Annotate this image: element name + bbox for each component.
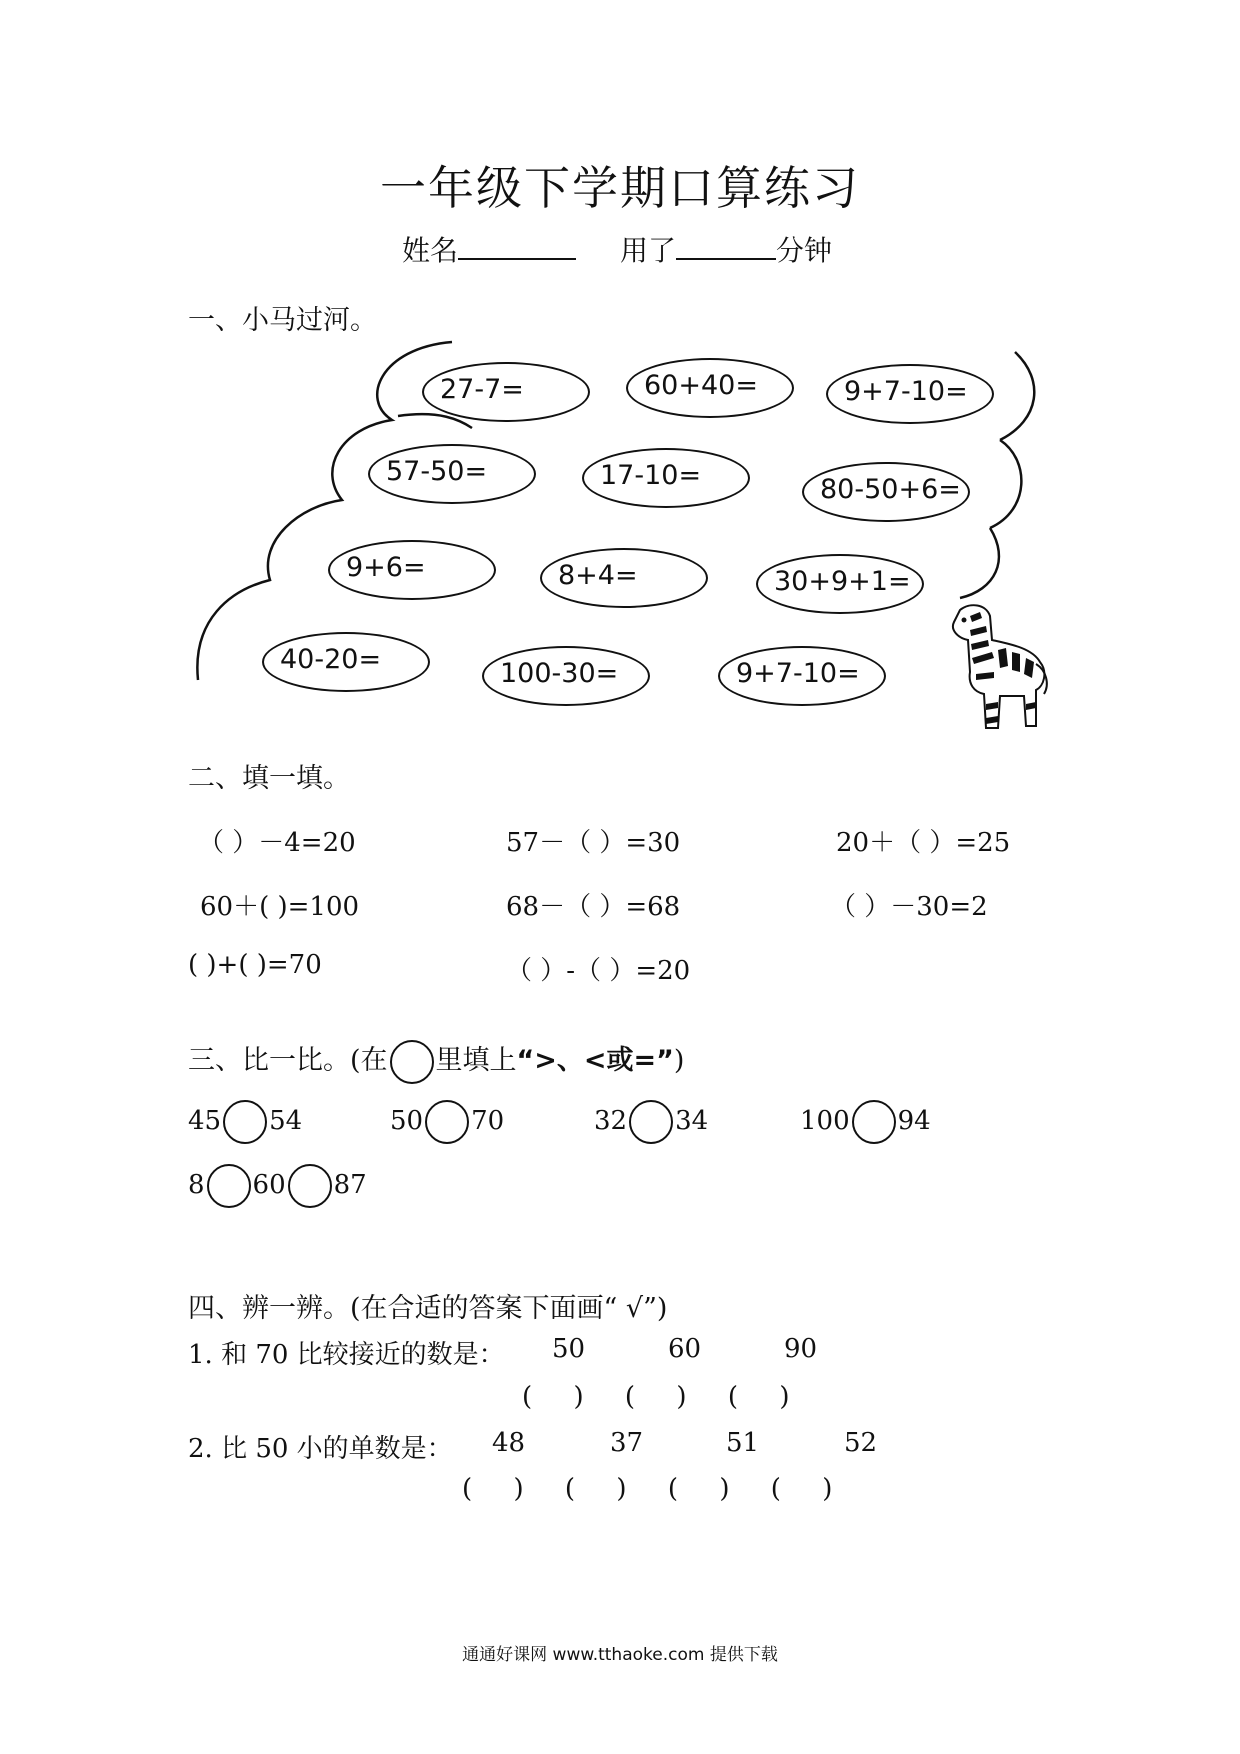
compare-circle-6[interactable] <box>288 1164 332 1208</box>
fill-item-2[interactable]: 57－（ ）=30 <box>506 828 681 858</box>
time-blank[interactable] <box>676 228 776 260</box>
compare-circle-1[interactable] <box>223 1100 267 1144</box>
section1-heading: 一、小马过河。 <box>188 305 377 336</box>
q2-option-1: 48 <box>492 1428 526 1458</box>
compare-circle-4[interactable] <box>852 1100 896 1144</box>
stone-8[interactable]: 8+4= <box>540 548 708 608</box>
fill-item-4[interactable]: 60＋( )=100 <box>200 892 360 922</box>
fill-item-7[interactable]: ( )+( )=70 <box>188 950 322 980</box>
footer-credit: 通通好课网 www.tthaoke.com 提供下载 <box>462 1645 778 1665</box>
q2-brackets[interactable]: ( ) ( ) ( ) ( ) <box>462 1474 833 1504</box>
stone-2[interactable]: 60+40= <box>626 358 794 418</box>
section4-heading: 四、辨一辨。(在合适的答案下面画“ √”) <box>188 1293 668 1324</box>
stone-7[interactable]: 9+6= <box>328 540 496 600</box>
q2-option-4: 52 <box>844 1428 878 1458</box>
q2-text: 2. 比 50 小的单数是： <box>188 1434 453 1464</box>
stone-11[interactable]: 100-30= <box>482 646 650 706</box>
fill-item-3[interactable]: 20＋（ ）=25 <box>836 828 1011 858</box>
section3-heading: 三、比一比。(在 里填上“>、<或=”) <box>188 1038 684 1084</box>
stone-10[interactable]: 40-20= <box>262 632 430 692</box>
compare-2: 50 70 <box>390 1100 504 1144</box>
compare-3: 32 34 <box>594 1100 708 1144</box>
q1-option-3: 90 <box>784 1334 818 1364</box>
compare-circle-3[interactable] <box>629 1100 673 1144</box>
fill-item-1[interactable]: （ ）－4=20 <box>198 828 356 858</box>
stone-5[interactable]: 17-10= <box>582 448 750 508</box>
stone-3[interactable]: 9+7-10= <box>826 364 994 424</box>
sample-circle-icon <box>390 1040 434 1084</box>
fill-item-8[interactable]: （ ）-（ ）=20 <box>506 956 691 986</box>
q1-option-1: 50 <box>552 1334 586 1364</box>
stone-1[interactable]: 27-7= <box>422 362 590 422</box>
section2-heading: 二、填一填。 <box>188 763 350 794</box>
stone-6[interactable]: 80-50+6= <box>802 462 970 522</box>
q1-option-2: 60 <box>668 1334 702 1364</box>
fill-item-5[interactable]: 68－（ ）=68 <box>506 892 681 922</box>
time-field[interactable] <box>620 228 832 269</box>
name-label: 姓名 <box>402 234 459 267</box>
time-label: 用了 <box>620 234 677 267</box>
minutes-label: 分钟 <box>776 234 833 267</box>
page-title: 一年级下学期口算练习 <box>380 161 860 215</box>
stone-9[interactable]: 30+9+1= <box>756 554 924 614</box>
compare-circle-5[interactable] <box>207 1164 251 1208</box>
compare-chain: 8 60 87 <box>188 1164 367 1208</box>
stone-4[interactable]: 57-50= <box>368 444 536 504</box>
fill-item-6[interactable]: （ ）－30=2 <box>830 892 988 922</box>
q2-option-3: 51 <box>726 1428 760 1458</box>
q1-brackets[interactable]: ( ) ( ) ( ) <box>522 1382 790 1412</box>
name-blank[interactable] <box>458 228 576 260</box>
pony-illustration <box>940 600 1050 732</box>
stone-12[interactable]: 9+7-10= <box>718 646 886 706</box>
name-field[interactable] <box>402 228 576 269</box>
compare-circle-2[interactable] <box>425 1100 469 1144</box>
compare-1: 45 54 <box>188 1100 302 1144</box>
q1-text: 1. 和 70 比较接近的数是： <box>188 1340 505 1370</box>
q2-option-2: 37 <box>610 1428 644 1458</box>
compare-4: 100 94 <box>800 1100 931 1144</box>
